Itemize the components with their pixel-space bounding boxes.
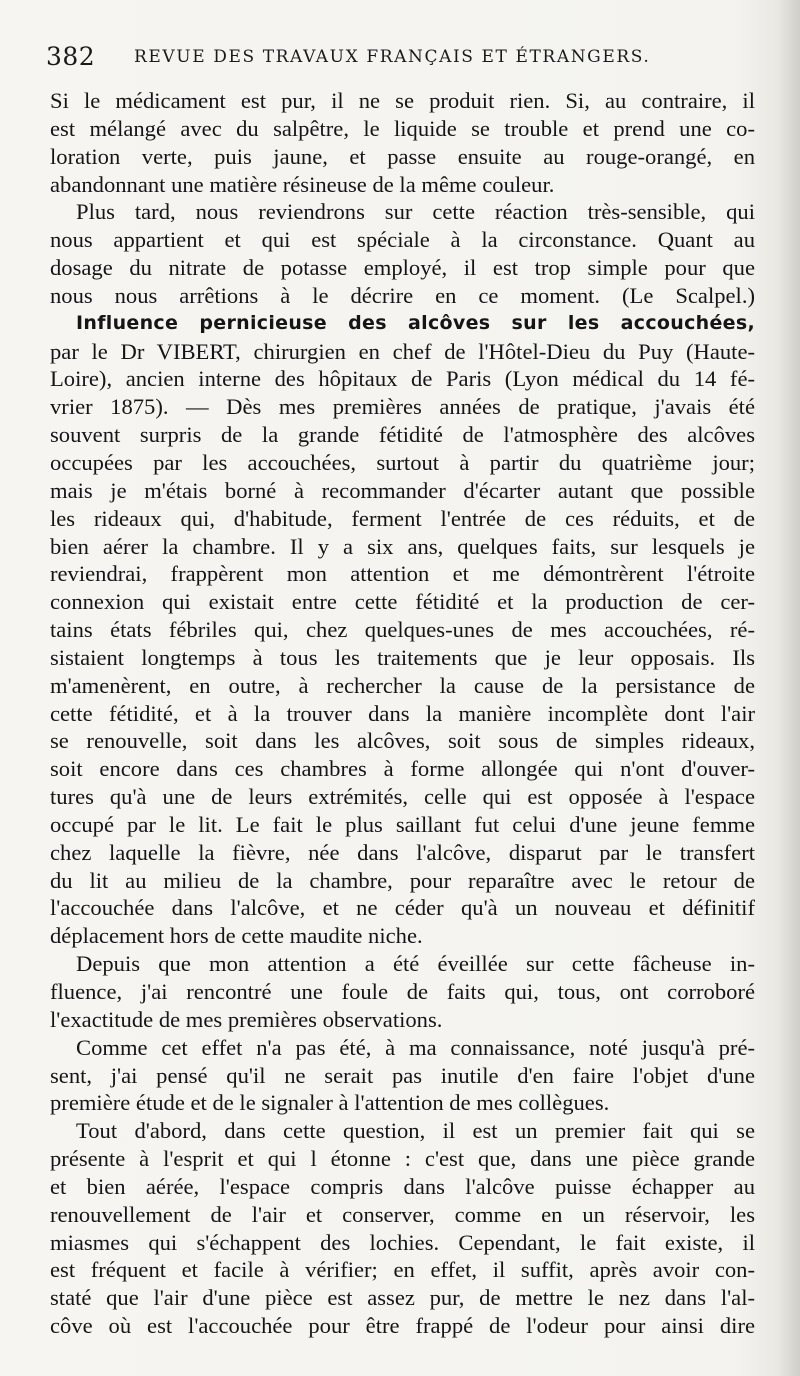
text-line: m'amenèrent, en outre, à rechercher la cause de la persistance de [50,672,755,698]
text-line: miasmes qui s'échappent des lochies. Cependant, le fait existe, il [50,1229,755,1255]
text-line: connexion qui existait entre cette fétidité et la production de cer- [50,589,755,615]
text-line: cette fétidité, et à la trouver dans la manière incomplète dont l'air [50,700,755,726]
text-line: Si le médicament est pur, il ne se produit rien. Si, au contraire, il [50,88,755,113]
text-line: Tout d'abord, dans cette question, il est un premier fait qui se [76,1118,755,1144]
text-line: est mélangé avec du salpêtre, le liquide se trouble et prend une co- [50,115,755,141]
text-line: et bien aérée, l'espace compris dans l'alcôve puisse échapper au [50,1173,755,1199]
text-line: est fréquent et facile à vérifier; en effet, il suffit, après avoir con- [50,1257,755,1283]
text-line: vrier 1875). — Dès mes premières années de pratique, j'avais été [50,394,755,420]
text-line: dosage du nitrate de potasse employé, il est trop simple pour que [50,255,755,281]
text-line: l'exactitude de mes premières observations. [50,1006,443,1032]
text-line: reviendrai, frappèrent mon attention et me démontrèrent l'étroite [50,561,755,587]
text-line: se renouvelle, soit dans les alcôves, soit sous de simples rideaux, [50,728,755,754]
text-line: du lit au milieu de la chambre, pour reparaître avec le retour de [50,867,755,893]
text-line: renouvellement de l'air et conserver, comme en un réservoir, les [50,1201,755,1227]
text-line: occupé par le lit. Le fait le plus saillant fut celui d'une jeune femme [50,811,755,837]
running-title: REVUE DES TRAVAUX FRANÇAIS ET ÉTRANGERS. [134,47,651,67]
text-line: abandonnant une matière résineuse de la même couleur. [50,171,555,197]
text-line: chez laquelle la fièvre, née dans l'alcôve, disparut par le transfert [50,839,755,865]
text-line: présente à l'esprit et qui l étonne : c'est que, dans une pièce grande [50,1146,755,1172]
text-line: mais je m'étais borné à recommander d'écarter autant que possible [50,477,755,503]
text-line: l'accouchée dans l'alcôve, et ne céder qu'à un nouveau et définitif [50,895,755,921]
body-text [50,87,755,1340]
text-line: sent, j'ai pensé qu'il ne serait pas inutile d'en faire l'objet d'une [50,1062,755,1088]
text-line: Plus tard, nous reviendrons sur cette réaction très-sensible, qui [76,199,755,225]
article-heading-line: Influence pernicieuse des alcôves sur les accouchées, [76,311,755,334]
text-line: sistaient longtemps à tous les traitements que je leur opposais. Ils [50,644,755,670]
text-line: Depuis que mon attention a été éveillée sur cette fâcheuse in- [76,951,755,977]
text-line: soit encore dans ces chambres à forme allongée qui n'ont d'ouver- [50,756,755,782]
text-line: par le Dr VIBERT, chirurgien en chef de l'Hôtel-Dieu du Puy (Haute- [50,338,755,364]
page-edge-shadow [778,0,800,1376]
text-line: occupées par les accouchées, surtout à partir du quatrième jour; [50,449,755,475]
text-line: côve où est l'accouchée pour être frappé de l'odeur pour ainsi dire [50,1313,755,1339]
text-line: déplacement hors de cette maudite niche. [50,923,423,949]
text-line: staté que l'air d'une pièce est assez pur, de mettre le nez dans l'al- [50,1285,755,1311]
text-line: Comme cet effet n'a pas été, à ma connaissance, noté jusqu'à pré- [76,1034,755,1060]
text-line: première étude et de le signaler à l'attention de mes collègues. [50,1090,610,1116]
text-line: nous appartient et qui est spéciale à la circonstance. Quant au [50,227,755,253]
text-line: les rideaux qui, d'habitude, ferment l'entrée de ces réduits, et de [50,505,755,531]
text-line: souvent surpris de la grande fétidité de l'atmosphère des alcôves [50,422,755,448]
text-line: Loire), ancien interne des hôpitaux de Paris (Lyon médical du 14 fé- [50,366,755,392]
text-line: tains états fébriles qui, chez quelques-unes de mes accouchées, ré- [50,617,755,643]
page-header [46,42,766,78]
text-line: bien aérer la chambre. Il y a six ans, quelques faits, sur lesquels je [50,533,755,559]
text-line: tures qu'à une de leurs extrémités, celle qui est opposée à l'espace [50,784,755,810]
text-line: nous nous arrêtions à le décrire en ce moment. (Le Scalpel.) [50,282,755,308]
text-line: loration verte, puis jaune, et passe ensuite au rouge-orangé, en [50,143,755,169]
text-line: fluence, j'ai rencontré une foule de faits qui, tous, ont corroboré [50,979,755,1004]
page-number: 382 [46,42,96,71]
